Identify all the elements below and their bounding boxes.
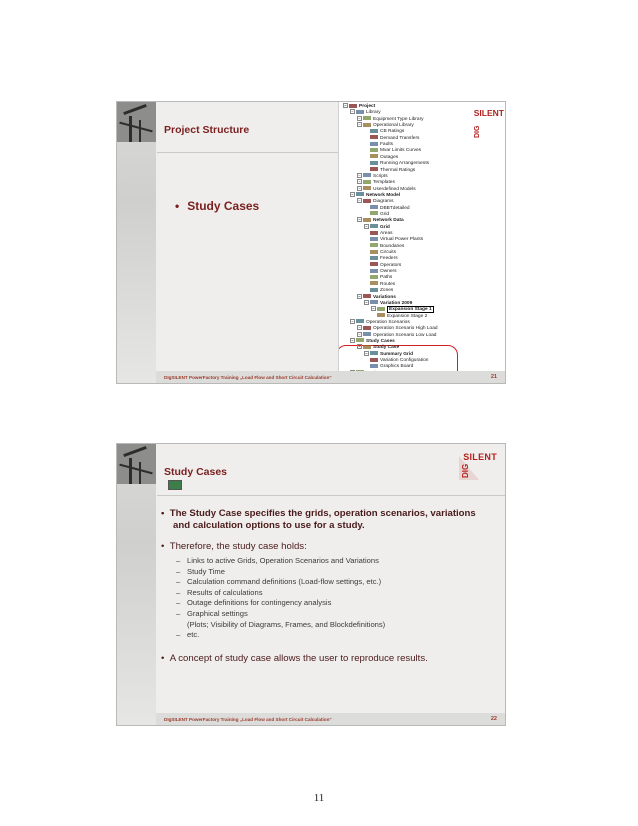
study-case-contents xyxy=(176,556,495,641)
folder-icon xyxy=(370,142,378,146)
tree-item[interactable] xyxy=(364,300,412,306)
logo-side-text: DIG xyxy=(474,125,481,138)
tree-item[interactable] xyxy=(357,198,394,204)
folder-icon xyxy=(349,104,357,108)
folder-icon xyxy=(370,256,378,260)
tree-item[interactable] xyxy=(364,351,413,357)
bullet-text: Study Cases xyxy=(187,199,260,213)
expand-toggle-icon[interactable]: − xyxy=(365,350,368,356)
tree-item[interactable] xyxy=(364,274,392,280)
slide-study-cases xyxy=(116,443,506,726)
tree-item[interactable] xyxy=(371,306,434,312)
tree-item[interactable] xyxy=(364,154,398,160)
slide-project-structure xyxy=(116,101,506,384)
folder-icon xyxy=(370,154,378,158)
folder-icon xyxy=(370,148,378,152)
tree-item[interactable] xyxy=(364,230,393,236)
tree-item-label: Routes xyxy=(380,281,396,287)
tree-item[interactable] xyxy=(364,281,395,287)
tree-item[interactable] xyxy=(350,192,400,198)
graphical-note: (Plots; Visibility of Diagrams, Frames, and Blockdefinitions) xyxy=(187,619,386,629)
folder-icon xyxy=(363,180,371,184)
list-item: – Study Time xyxy=(176,566,225,576)
tree-item-label: Operational Library xyxy=(373,122,414,128)
expand-toggle-icon[interactable]: − xyxy=(358,293,361,299)
tree-item[interactable] xyxy=(357,173,388,179)
folder-icon xyxy=(370,211,378,215)
tree-item-label: Scripts xyxy=(373,173,388,179)
tree-item[interactable] xyxy=(364,243,404,249)
expand-toggle-icon[interactable]: − xyxy=(358,185,361,191)
tree-item-label: Operators xyxy=(380,262,402,268)
tree-item[interactable] xyxy=(364,147,421,153)
tree-item-label: Templates xyxy=(373,179,395,185)
tree-item-label: Outages xyxy=(380,154,399,160)
tree-item-label: Study Cases xyxy=(366,338,395,344)
folder-icon xyxy=(370,351,378,355)
folder-icon xyxy=(356,192,364,196)
folder-icon xyxy=(370,161,378,165)
folder-icon xyxy=(370,288,378,292)
tree-item-label: Zones xyxy=(380,287,394,293)
folder-icon xyxy=(370,231,378,235)
digsilent-logo xyxy=(470,108,504,140)
tree-item-label: DBBTdetailed xyxy=(380,205,410,211)
tree-item-label: Library xyxy=(366,110,381,116)
tree-item[interactable] xyxy=(364,205,410,211)
tree-item-label: Virtual Power Plants xyxy=(380,237,424,243)
tree-item[interactable] xyxy=(364,167,415,173)
tree-item[interactable] xyxy=(357,217,404,223)
tree-item[interactable] xyxy=(357,116,424,122)
tree-item[interactable] xyxy=(364,287,393,293)
tree-item[interactable] xyxy=(350,338,395,344)
slide-sidebar xyxy=(117,444,156,725)
folder-icon xyxy=(370,129,378,133)
expand-toggle-icon[interactable]: − xyxy=(358,217,361,223)
bullet-study-cases: • Study Cases xyxy=(175,199,260,213)
folder-icon xyxy=(356,319,364,323)
tree-item-label: Study Case xyxy=(373,345,400,351)
folder-icon xyxy=(363,294,371,298)
tree-item[interactable] xyxy=(364,160,429,166)
tree-item-label: Circuits xyxy=(380,249,396,255)
expand-toggle-icon[interactable]: − xyxy=(358,198,361,204)
folder-icon xyxy=(363,326,371,330)
tree-item-label: Grid xyxy=(380,224,390,230)
folder-icon xyxy=(370,300,378,304)
expand-toggle-icon[interactable]: − xyxy=(358,331,361,337)
tree-item[interactable] xyxy=(364,224,390,230)
slide-title: Project Structure xyxy=(164,124,250,136)
tree-item[interactable] xyxy=(364,211,389,217)
slide-sidebar xyxy=(117,102,156,383)
folder-icon xyxy=(370,364,378,368)
folder-icon xyxy=(356,338,364,342)
bullet-2: • Therefore, the study case holds: xyxy=(161,541,307,552)
tree-item-label: Demand Transfers xyxy=(380,135,420,141)
folder-icon xyxy=(370,358,378,362)
tree-item[interactable] xyxy=(364,268,397,274)
tree-item-label: Variations xyxy=(373,294,396,300)
tree-item[interactable] xyxy=(364,236,423,242)
tree-item-label: Grid xyxy=(380,211,390,217)
expand-toggle-icon[interactable]: − xyxy=(351,318,354,324)
folder-icon xyxy=(370,224,378,228)
expand-toggle-icon[interactable]: − xyxy=(358,325,361,331)
expand-toggle-icon[interactable]: − xyxy=(365,223,368,229)
folder-icon xyxy=(370,275,378,279)
tree-item-label: Graphics Board xyxy=(380,364,414,370)
tree-item-label: Userdefined Models xyxy=(373,186,416,192)
list-item: – Results of calculations xyxy=(176,587,263,597)
tree-item[interactable] xyxy=(357,332,436,338)
folder-icon xyxy=(370,262,378,266)
expand-toggle-icon[interactable]: − xyxy=(365,299,368,305)
folder-icon xyxy=(363,186,371,190)
study-case-icon xyxy=(168,480,182,490)
expand-toggle-icon[interactable]: − xyxy=(351,337,354,343)
tree-item-label: Variation Configuration xyxy=(380,357,429,363)
list-item: – Calculation command definitions (Load-flow settings, etc.) xyxy=(176,577,382,587)
folder-icon xyxy=(356,110,364,114)
tree-item-label: Paths xyxy=(380,275,393,281)
slide-header-image xyxy=(117,102,156,142)
tree-item[interactable] xyxy=(343,103,375,109)
tree-item-label: Expansion Stage 2 xyxy=(387,313,428,319)
slide-footer: DIgSILENT PowerFactory Training „Load Flow and Short Circuit Calculation“ xyxy=(164,375,332,380)
tree-item-label: Diagrams xyxy=(373,199,394,205)
tree-item-label: Thermal Ratings xyxy=(380,167,416,173)
folder-icon xyxy=(363,345,371,349)
tree-item-label: Mvar Limits Curves xyxy=(380,148,422,154)
expand-toggle-icon[interactable]: − xyxy=(358,122,361,128)
tree-item-label: Running Arrangements xyxy=(380,160,430,166)
logo-side-text: DIG xyxy=(461,463,470,478)
expand-toggle-icon[interactable]: − xyxy=(358,179,361,185)
tree-item-label: Operation Scenario High Load xyxy=(373,326,438,332)
tree-item[interactable] xyxy=(364,135,419,141)
expand-toggle-icon[interactable]: − xyxy=(372,306,375,312)
list-item: – Links to active Grids, Operation Scenarios and Variations xyxy=(176,556,379,565)
folder-icon xyxy=(370,167,378,171)
tree-item-label: Areas xyxy=(380,230,393,236)
folder-icon xyxy=(370,243,378,247)
bullet-3: • A concept of study case allows the user to reproduce results. xyxy=(161,652,428,664)
logo-text: SILENT xyxy=(463,452,497,462)
folder-icon xyxy=(370,250,378,254)
folder-icon xyxy=(363,199,371,203)
tree-item[interactable] xyxy=(364,357,428,363)
slide-page-number: 22 xyxy=(490,716,497,722)
logo-text: SILENT xyxy=(473,108,504,118)
tree-item[interactable] xyxy=(350,109,381,115)
tree-item[interactable] xyxy=(357,186,416,192)
expand-toggle-icon[interactable]: − xyxy=(358,172,361,178)
tree-item[interactable] xyxy=(357,344,399,350)
tree-item[interactable] xyxy=(350,319,410,325)
folder-icon xyxy=(370,237,378,241)
folder-icon xyxy=(377,313,385,317)
tree-item[interactable] xyxy=(357,179,395,185)
tree-item-label: Network Data xyxy=(373,218,404,224)
bullet-1-text: The Study Case specifies the grids, operation scenarios, variations and calculation options to use for a study. xyxy=(169,508,476,531)
digsilent-logo xyxy=(459,452,497,482)
tree-item-label: Network Model xyxy=(366,192,401,198)
expand-toggle-icon[interactable]: − xyxy=(351,109,354,115)
folder-icon xyxy=(370,205,378,209)
document-page-number: 11 xyxy=(313,792,325,804)
expand-toggle-icon[interactable]: − xyxy=(358,344,361,350)
folder-icon xyxy=(363,173,371,177)
title-divider xyxy=(157,495,505,496)
tree-item[interactable] xyxy=(357,122,414,128)
folder-icon xyxy=(363,116,371,120)
tree-item-label: Feeders xyxy=(380,256,398,262)
tree-item[interactable] xyxy=(371,313,427,319)
tree-item-label: Equipment Type Library xyxy=(373,116,424,122)
bullet-1: • The Study Case specifies the grids, operation scenarios, variations and calculation options to use for a study. xyxy=(161,508,476,531)
folder-icon xyxy=(363,123,371,127)
slide-header-image xyxy=(117,444,156,484)
tree-item[interactable] xyxy=(357,325,438,331)
expand-toggle-icon[interactable]: − xyxy=(358,115,361,121)
expand-toggle-icon[interactable]: − xyxy=(351,191,354,197)
tree-item-label: Project xyxy=(359,103,376,109)
folder-icon xyxy=(363,218,371,222)
slide-footer: DIgSILENT PowerFactory Training „Load Flow and Short Circuit Calculation“ xyxy=(164,717,332,722)
tree-item[interactable] xyxy=(364,249,396,255)
tree-item-label: Summary Grid xyxy=(380,351,414,357)
folder-icon xyxy=(363,332,371,336)
tree-item[interactable] xyxy=(364,128,404,134)
tree-item-label: Operation Scenarios xyxy=(366,319,410,325)
tree-item-label: Variation 2009 xyxy=(380,300,413,306)
bullet-2-text: Therefore, the study case holds: xyxy=(169,541,307,552)
folder-icon xyxy=(370,135,378,139)
tree-item-label: Faults xyxy=(380,141,394,147)
folder-icon xyxy=(370,281,378,285)
bullet-3-text: A concept of study case allows the user to reproduce results. xyxy=(169,652,428,664)
tree-item[interactable] xyxy=(364,262,401,268)
tree-item[interactable] xyxy=(357,294,396,300)
tree-item-label: CB Ratings xyxy=(380,129,405,135)
tree-item[interactable] xyxy=(364,363,413,369)
slide-content xyxy=(157,508,495,665)
tree-item[interactable] xyxy=(364,141,393,147)
list-item: – Outage definitions for contingency analysis xyxy=(176,598,332,608)
tree-item-label: Expansion Stage 1 xyxy=(389,306,432,312)
slide-page-number: 21 xyxy=(490,374,497,380)
list-item: – etc. xyxy=(176,630,200,640)
project-tree[interactable] xyxy=(338,102,506,384)
tree-item-label: Owners xyxy=(380,268,397,274)
slide-title: Study Cases xyxy=(164,466,228,478)
tree-item-label: Operation Scenario Low Load xyxy=(373,332,437,338)
tree-item[interactable] xyxy=(364,255,398,261)
list-item: – Graphical settings (Plots; Visibility of Diagrams, Frames, and Blockdefinitions) xyxy=(176,608,386,629)
folder-icon xyxy=(377,307,385,311)
tree-item-label: Boundaries xyxy=(380,243,405,249)
expand-toggle-icon[interactable]: − xyxy=(344,103,347,108)
folder-icon xyxy=(370,269,378,273)
